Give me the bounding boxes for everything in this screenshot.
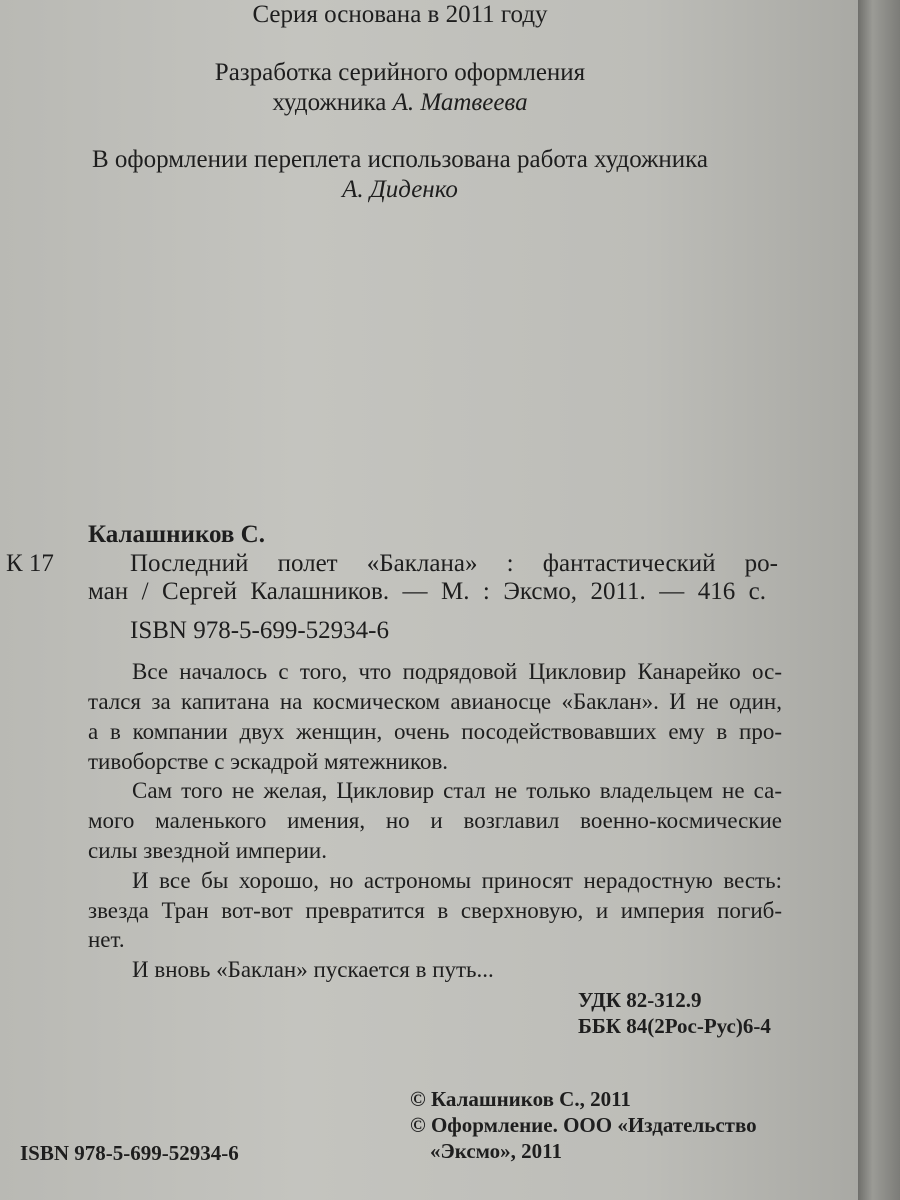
udk-code: УДК 82-312.9: [578, 988, 702, 1012]
annotation-line: звезда Тран вот-вот превратится в сверхновую, и империя погиб-: [88, 898, 782, 923]
annotation-line: Все началось с того, что подрядовой Цикловир Канарейко ос-: [132, 659, 782, 684]
annotation-line: И вновь «Баклан» пускается в путь...: [132, 957, 494, 982]
title-line-2: ман / Сергей Калашников. — М. : Эксмо, 2011. — 416 с.: [88, 578, 766, 605]
annotation-line: тался за капитана на космическом авианосце «Баклан». И не один,: [88, 689, 782, 714]
series-design-line: Разработка серийного оформления: [214, 59, 586, 86]
catalog-isbn: ISBN 978-5-699-52934-6: [130, 617, 390, 644]
copyright-publisher: «Эксмо», 2011: [430, 1139, 563, 1163]
footer-isbn: ISBN 978-5-699-52934-6: [20, 1141, 239, 1165]
annotation-line: нет.: [88, 927, 125, 952]
title-line-1: Последний полет «Баклана» : фантастический ро-: [130, 550, 778, 577]
designer-name: А. Матвеева: [392, 89, 528, 116]
copyright-design: © Оформление. ООО «Издательство: [410, 1113, 757, 1137]
cover-artist-name: А. Диденко: [342, 176, 458, 203]
annotation-line: силы звездной империи.: [88, 838, 327, 863]
bbk-code: ББК 84(2Рос-Рус)6-4: [578, 1014, 771, 1038]
copyright-author: © Калашников С., 2011: [410, 1087, 631, 1111]
series-founded-line: Серия основана в 2011 году: [252, 1, 548, 28]
annotation-line: мого маленького имения, но и возглавил военно-космические: [88, 808, 782, 833]
series-designer-line: [0, 88, 800, 118]
annotation-line: И все бы хорошо, но астрономы приносят нерадостную весть:: [132, 868, 782, 893]
annotation-line: тивоборстве с эскадрой мятежников.: [88, 749, 449, 774]
author-heading: Калашников С.: [88, 521, 265, 548]
author-mark-code: К 17: [6, 550, 54, 577]
designer-prefix: художника: [272, 89, 393, 116]
cover-artwork-line: В оформлении переплета использована работа художника: [91, 146, 709, 173]
book-page-edge: [858, 0, 900, 1200]
annotation-line: а в компании двух женщин, очень посодействовавших ему в про-: [88, 719, 782, 744]
annotation-line: Сам того не желая, Цикловир стал не только владельцем не са-: [132, 778, 782, 803]
